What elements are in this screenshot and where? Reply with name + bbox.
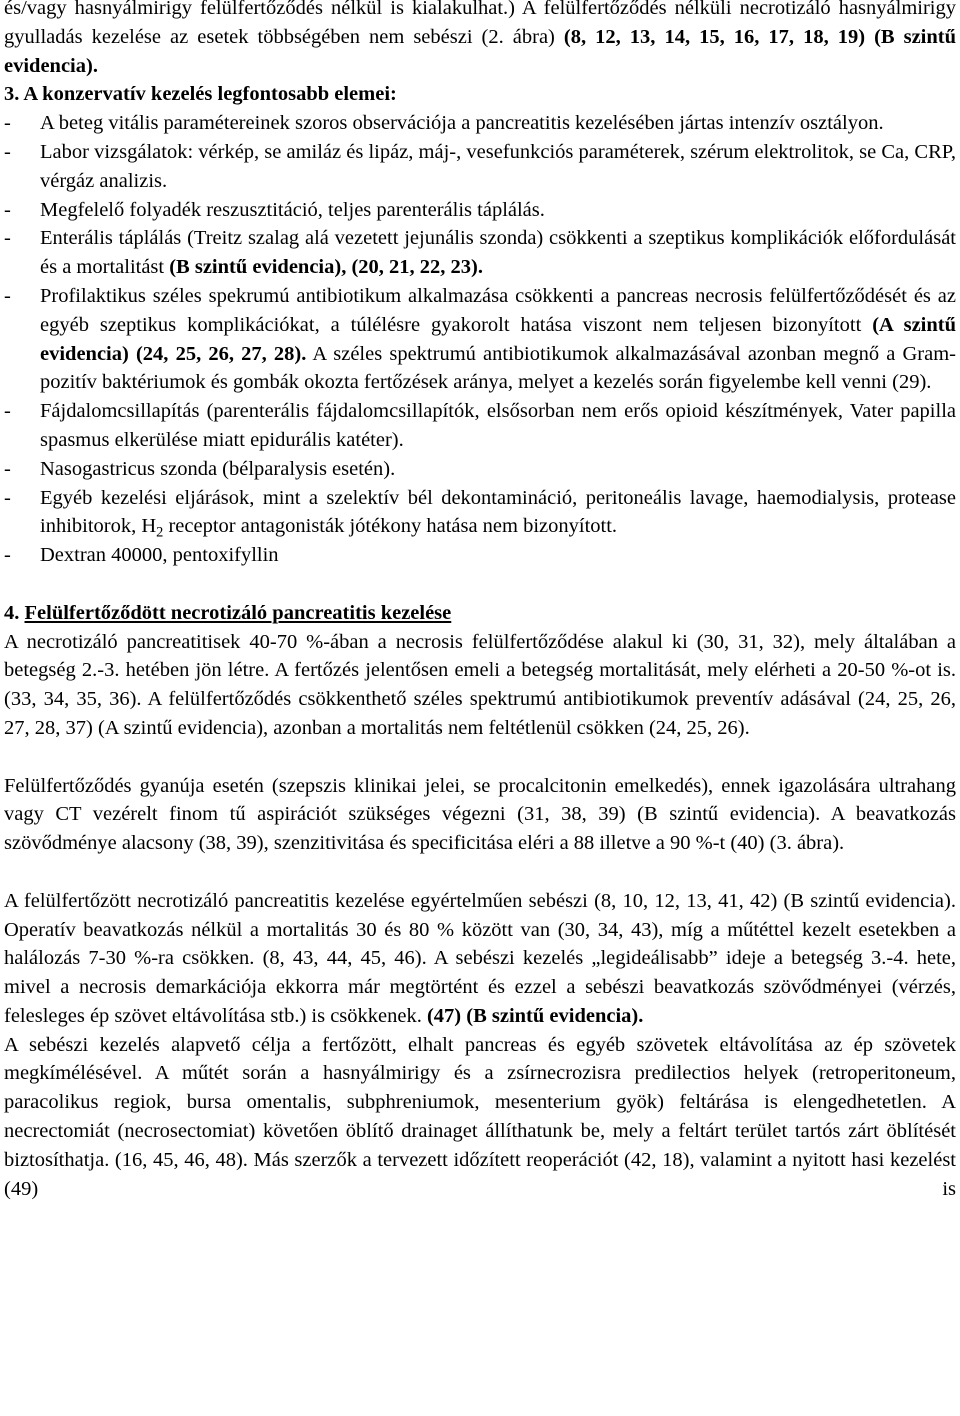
spacer bbox=[4, 743, 956, 772]
list-item: - Nasogastricus szonda (bélparalysis esetén). bbox=[4, 455, 956, 484]
list-bullet: - bbox=[4, 457, 11, 480]
subscript: 2 bbox=[156, 524, 164, 541]
list-bullet: - bbox=[4, 227, 11, 250]
list-bullet: - bbox=[4, 544, 11, 567]
list-item: - Egyéb kezelési eljárások, mint a szelektív bél dekontamináció, peritoneális lavage, haemodialysis, protease inhibitorok, $H_2$ receptor antagonisták jótékony hatása nem bizonyított. bbox=[4, 484, 956, 542]
list-item: - Labor vizsgálatok: vérkép, se amiláz és lipáz, máj-, vesefunkciós paraméterek, szérum elektrolitok, se Ca, CRP, vérgáz analizis. bbox=[4, 138, 956, 196]
section-4-title: Felülfertőződött necrotizáló pancreatitis kezelése bbox=[24, 601, 452, 624]
spacer bbox=[4, 858, 956, 887]
list-bullet: - bbox=[4, 486, 11, 509]
intro-text: és/vagy hasnyálmirigy felülfertőződés nélkül is kialakulhat.) A felülfertőződés nélküli necrotizáló hasnyálmirigy gyulladás kezelése az esetek többségében nem sebészi (2. ábra) bbox=[4, 0, 956, 48]
section-4-heading bbox=[4, 599, 956, 628]
section-4-paragraph-1: A necrotizáló pancreatitisek 40-70 %-ában a necrosis felülfertőződése alakul ki (30, 31, 32), mely általában a betegség 2.-3. hetében jön létre. A fertőzés jelentősen emeli a betegség mortalitását, mely elérheti a 20-50 %-ot is. (33, 34, 35, 36). A felülfertőződés csökkenthető széles spektrumú antibiotikumok preventív adásával (24, 25, 26, 27, 28, 37) (A szintű evidencia), azonban a mortalitás nem feltétlenül csökken (24, 25, 26). bbox=[4, 630, 956, 739]
list-item: - Dextran 40000, pentoxifyllin bbox=[4, 541, 956, 570]
section-4-paragraph-2: Felülfertőződés gyanúja esetén (szepszis klinikai jelei, se procalcitonin emelkedés), ennek igazolására ultrahang vagy CT vezérelt finom tű aspirációt szükséges végezni (31, 38, 39) (B szintű evidencia). A beavatkozás szövődménye alacsony (38, 39), szenzitivitása és specificitása eléri a 88 illetve a 90 %-t (40) (3. ábra). bbox=[4, 774, 956, 855]
list-item: - Fájdalomcsillapítás (parenterális fájdalomcsillapítók, elsősorban nem erős opioid készítmények, Vater papilla spasmus elkerülése miatt epidurális katéter). bbox=[4, 397, 956, 455]
section-3-list bbox=[4, 109, 956, 570]
list-item: - Profilaktikus széles spekrumú antibiotikum alkalmazása csökkenti a pancreas necrosis felülfertőződését és az egyéb szeptikus komplikációkat, a túlélésre gyakorolt hatása viszont nem teljesen bizonyított (A szintű evidencia) (24, 25, 26, 27, 28). A széles spektrumú antibiotikumok alkalmazásával azonban megnő a Gram-pozitív baktériumok és gombák okozta fertőzések aránya, melyet a kezelés során figyelembe kell venni (29). bbox=[4, 282, 956, 397]
list-bullet: - bbox=[4, 112, 11, 135]
document-page bbox=[4, 0, 956, 1232]
evidence-level: (47) (B szintű evidencia). bbox=[426, 1004, 644, 1027]
section-3-heading: 3. A konzervatív kezelés legfontosabb elemei: bbox=[4, 83, 397, 106]
section-4-paragraph-3: A felülfertőzött necrotizáló pancreatitis kezelése egyértelműen sebészi (8, 10, 12, 13, 41, 42) (B szintű evidencia). Operatív beavatkozás nélkül a mortalitás 30 és 80 % között van (30, 34, 43), míg a műtéttel kezelt esetekben a halálozás 7-30 %-ra csökken. (8, 43, 44, 45, 46). A sebészi kezelés „legideálisabb” ideje a betegség 3.-4. hete, mivel a necrosis demarkációja ekkorra már megtörtént és ezzel a sebészi beavatkozás szövődményei (vérzés, felesleges ép szövet eltávolítása stb.) is csökkenek. (47) (B szintű evidencia). bbox=[4, 889, 956, 1027]
intro-evidence: (8, 12, 13, 14, 15, 16, 17, 18, 19) (B szintű evidencia). bbox=[4, 25, 956, 77]
list-bullet: - bbox=[4, 198, 11, 221]
list-item: - Megfelelő folyadék reszusztitáció, teljes parenterális táplálás. bbox=[4, 196, 956, 225]
list-item: - A beteg vitális paramétereinek szoros observációja a pancreatitis kezelésében jártas intenzív osztályon. bbox=[4, 109, 956, 138]
section-4-number: 4. bbox=[4, 601, 20, 624]
section-4-paragraph-4: A sebészi kezelés alapvető célja a fertőzött, elhalt pancreas és egyéb szövetek eltávolítása az ép szövetek megkímélésével. A műtét során a hasnyálmirigy és a zsírnecrozisra predilectios helyek (retroperitoneum, paracolikus regiok, bursa omentalis, subphreniumok, mesenterium gyök) feltárása is elengedhetetlen. A necrectomiát (necrosectomiat) követően öblítő drainaget állíthatunk be, mely a feltárt terület tartós zárt öblítését biztosíthatja. (16, 45, 46, 48). Más szerzők a tervezett időzített reoperációt (42, 18), valamint a nyitott hasi kezelést (49) is bbox=[4, 1033, 956, 1200]
list-bullet: - bbox=[4, 140, 11, 163]
evidence-level: (A szintű evidencia) (24, 25, 26, 27, 28). bbox=[40, 313, 956, 365]
list-bullet: - bbox=[4, 400, 11, 423]
list-bullet: - bbox=[4, 284, 11, 307]
spacer bbox=[4, 570, 956, 599]
intro-paragraph bbox=[4, 0, 956, 80]
list-item: - Enterális táplálás (Treitz szalag alá vezetett jejunális szonda) csökkenti a szeptikus komplikációk előfordulását és a mortalitást (B szintű evidencia), (20, 21, 22, 23). bbox=[4, 224, 956, 282]
evidence-level: (B szintű evidencia), (20, 21, 22, 23). bbox=[169, 256, 483, 279]
